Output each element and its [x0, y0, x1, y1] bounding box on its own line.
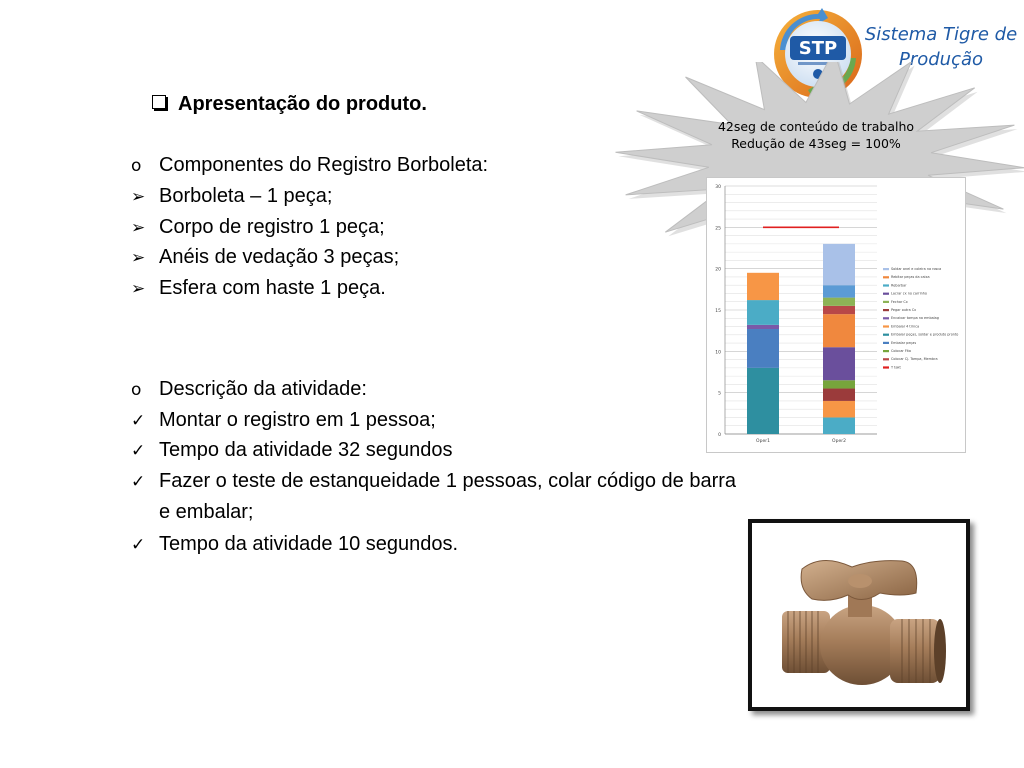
- legend-label: Embalar 4 trinca: [891, 324, 920, 329]
- list-item: ➢ Esfera com haste 1 peça.: [131, 277, 386, 299]
- bar-segment: [823, 314, 855, 347]
- list-item: ✓ Montar o registro em 1 pessoa;: [131, 409, 436, 431]
- legend-swatch: [883, 342, 889, 344]
- list-item: ✓ Tempo da atividade 10 segundos.: [131, 533, 459, 555]
- legend-swatch: [883, 293, 889, 295]
- x-tick-label: Oper1: [756, 439, 770, 444]
- legend-swatch: [883, 350, 889, 352]
- chart-svg: [707, 178, 965, 452]
- bar-segment: [823, 285, 855, 297]
- valve-image: [752, 523, 966, 707]
- section-title-text: Componentes do Registro Borboleta:: [159, 154, 489, 176]
- list-item: ➢ Borboleta – 1 peça;: [131, 185, 333, 207]
- slide-heading: [152, 93, 427, 116]
- arrow-bullet-icon: ➢: [131, 248, 146, 268]
- checkbox-bullet-icon: [152, 95, 166, 109]
- bar-segment: [823, 417, 855, 434]
- bar-segment: [747, 300, 779, 325]
- legend-label: Fechar Cx: [891, 299, 908, 304]
- legend-label: Rebarbar: [891, 283, 907, 288]
- arrow-bullet-icon: ➢: [131, 218, 146, 238]
- legend-swatch: [883, 366, 889, 368]
- legend-swatch: [883, 317, 889, 319]
- list-item: ➢ Corpo de registro 1 peça;: [131, 216, 385, 238]
- section-title-text: Descrição da atividade:: [159, 378, 367, 400]
- section-title: [131, 377, 367, 402]
- legend-label: Lacrar cx no carrinho: [891, 291, 928, 296]
- starburst-text: [700, 118, 932, 152]
- check-bullet-icon: ✓: [131, 441, 146, 461]
- logo-title: Sistema Tigre de Produção: [864, 24, 1018, 70]
- bar-segment: [823, 244, 855, 285]
- circle-bullet-icon: o: [131, 380, 142, 400]
- legend-swatch: [883, 268, 889, 270]
- list-item: ✓ Fazer o teste de estanqueidade 1 pessoas, colar código de barra: [131, 470, 737, 492]
- list-item-continuation: e embalar;: [159, 501, 254, 523]
- y-tick-label: 20: [715, 267, 721, 273]
- circle-bullet-icon: o: [131, 156, 142, 176]
- y-tick-label: 5: [718, 391, 721, 397]
- bar-segment: [823, 401, 855, 418]
- arrow-bullet-icon: ➢: [131, 279, 146, 299]
- legend-label: Encaixar tampa na embalag: [891, 316, 939, 321]
- legend-swatch: [883, 284, 889, 286]
- legend-label: Colocar Fita: [891, 349, 911, 353]
- y-tick-label: 0: [718, 433, 721, 438]
- legend-swatch: [883, 334, 889, 336]
- x-tick-label: Oper2: [832, 439, 846, 444]
- y-tick-label: 25: [715, 226, 721, 232]
- logo-badge-text: STP: [798, 38, 838, 59]
- y-tick-label: 30: [715, 185, 721, 190]
- list-item: ➢ Anéis de vedação 3 peças;: [131, 246, 400, 268]
- starburst-line-2: Redução de 43seg = 100%: [731, 136, 901, 151]
- legend-label: Embalar peças: [891, 340, 917, 345]
- bar-segment: [823, 347, 855, 380]
- legend-label: Colocar Cj. Tampa, Membra: [891, 357, 938, 362]
- legend-label: Rebitar peças da caixa: [891, 275, 930, 280]
- legend-swatch: [883, 325, 889, 327]
- bar-segment: [747, 273, 779, 300]
- product-photo: [748, 519, 970, 711]
- legend-swatch: [883, 358, 889, 360]
- legend-swatch: [883, 301, 889, 303]
- yamazumi-chart: [706, 177, 966, 453]
- bar-segment: [823, 380, 855, 388]
- starburst-line-1: 42seg de conteúdo de trabalho: [717, 119, 915, 134]
- bar-segment: [823, 306, 855, 314]
- slide-heading-text: Apresentação do produto.: [178, 93, 427, 115]
- check-bullet-icon: ✓: [131, 472, 146, 492]
- bar-segment: [747, 368, 779, 434]
- legend-swatch: [883, 276, 889, 278]
- bar-segment: [747, 325, 779, 329]
- y-tick-label: 15: [715, 309, 721, 314]
- check-bullet-icon: ✓: [131, 535, 146, 555]
- legend-label: T takt: [891, 365, 901, 370]
- legend-label: Embalar peças, soldar e produto pronto: [891, 332, 959, 337]
- list-item: ✓ Tempo da atividade 32 segundos: [131, 439, 453, 461]
- arrow-bullet-icon: ➢: [131, 187, 146, 207]
- y-tick-label: 10: [715, 350, 721, 356]
- legend-swatch: [883, 309, 889, 311]
- bar-segment: [823, 298, 855, 306]
- legend-label: Pegar outra Cx: [891, 308, 917, 312]
- section-title: [131, 153, 488, 178]
- legend-label: Soldar anel e coleira na rosca: [891, 267, 942, 271]
- bar-segment: [823, 389, 855, 401]
- bar-segment: [747, 329, 779, 368]
- check-bullet-icon: ✓: [131, 411, 146, 431]
